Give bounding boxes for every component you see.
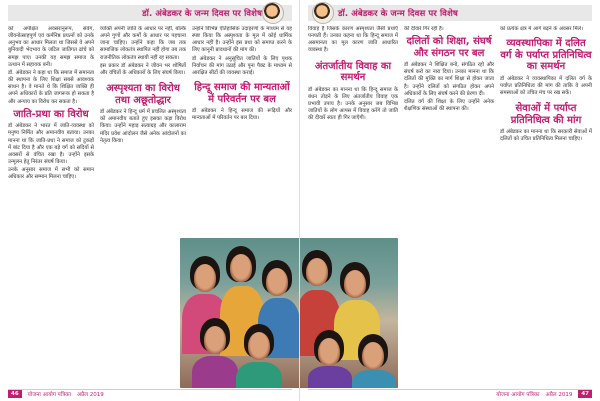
paragraph: विवाह है जिसके कारण अस्पृश्यता जैसी प्रथाएँ पनपती हैं। उनका कहना था कि हिन्दू समाज में असमानता का मूल कारण जाति आधारित व्यवस्था है। [308, 26, 398, 54]
left-column-3 [192, 26, 292, 236]
subheading: सेवाओं में पर्याप्त प्रतिनिधित्व की मांग [510, 103, 582, 126]
paragraph: डॉ. अंबेडकर ने कहा था कि समाज में समानता की स्थापना के लिए शिक्षा सबसे आवश्यक साधन है। वे मानते थे कि शिक्षित व्यक्ति ही अपने अधिकारों के प्रति जागरूक हो सकता है और अन्याय का विरोध कर सकता है। [8, 69, 94, 105]
subheading: दलितों को शिक्षा, संघर्ष और संगठन पर बल [406, 36, 492, 59]
paragraph: को अपेक्षित अवसरानुरूप, संवेग, जीवनोत्साहपूर्ण एवं कर्मनिष्ठ प्रयत्नों को उनके अनुभव का आधार मिलता था जिससे वे अपने बुनियादी भेदभाव के जटिल जातिगत ढांचे को समझ पाए। उनकी यह समझ समाज के उत्थान में सहायक बनी। [8, 26, 94, 68]
header-title: डॉ. अंबेडकर के जन्म दिवस पर विशेष [142, 8, 262, 19]
issue-date: अप्रैल 2019 [545, 392, 573, 398]
women-group-photo-continued [300, 238, 398, 388]
women-group-photo [180, 238, 300, 388]
paragraph: डॉ अंबेडकर ने शिक्षित बनो, संगठित रहो और संघर्ष करो का नारा दिया। उनका मानना था कि दलितों की मुक्ति का मार्ग शिक्षा से होकर जाता है। उन्होंने दलितों को संगठित होकर अपने अधिकारों के लिए संघर्ष करने की प्रेरणा दी। [404, 62, 494, 97]
subheading: हिन्दू समाज की मान्यताओं में परिवर्तन पर बल [194, 82, 290, 105]
paragraph: उन्होंने विभिन्न ऐतिहासिक उदाहरणों के माध्यम से यह स्पष्ट किया कि अस्पृश्यता के मूल में कोई धार्मिक आधार नहीं है। उन्होंने इस प्रथा को समाप्त करने के लिए कानूनी प्रावधानों की मांग की। [192, 26, 292, 54]
paragraph: को प्रत्येक क्षेत्र में आगे बढ़ने के अवसर मिले। [500, 26, 584, 32]
paragraph: डॉ अंबेडकर ने हिन्दू समाज की रूढ़ियों और मान्यताओं में परिवर्तन पर बल दिया। [192, 108, 292, 122]
right-page [300, 0, 600, 401]
page-footer [308, 389, 592, 398]
header-title: डॉ. अंबेडकर के जन्म दिवस पर विशेष [338, 8, 458, 19]
subheading: अस्पृश्यता का विरोध तथा अछूतोद्धार [106, 83, 180, 106]
page-footer [8, 389, 292, 398]
paragraph: दलित वर्ग की शिक्षा के लिए उन्होंने अनेक शैक्षणिक संस्थाओं की स्थापना की। [404, 98, 494, 113]
subheading: अंतर्जातीय विवाह का समर्थन [314, 60, 392, 84]
paragraph: डॉ अंबेडकर का मानना था कि सरकारी सेवाओं में दलितों को उचित प्रतिनिधित्व मिलना चाहिए। [500, 129, 592, 143]
subheading: जाति-प्रथा का विरोध [13, 108, 89, 120]
page-header [308, 5, 592, 21]
issue-date: अप्रैल 2019 [76, 392, 104, 398]
right-column-1 [308, 26, 398, 236]
ambedkar-portrait-icon [262, 2, 284, 24]
paragraph: डॉ अंबेडकर ने अनुसूचित जातियों के लिए पृथक निर्वाचन की मांग उठाई और पूना पैक्ट के माध्यम से आरक्षित सीटों की व्यवस्था कराई। [192, 55, 292, 76]
paragraph: इस प्रकार डॉ अंबेडकर ने जीवन भर शोषितों और वंचितों के अधिकारों के लिए संघर्ष किया। [100, 62, 186, 76]
magazine-name: योजना आयोग पत्रिका [496, 392, 540, 398]
paragraph: डॉ अंबेडकर ने भारत में जाति-व्यवस्था को मनुष्य निर्मित और अमानवीय बताया। उनका मानना था कि जाति-प्रथा ने समाज को टुकड़ों में बांट दिया है और एक बड़े वर्ग को सदियों से अवसरों से वंचित रखा है। उन्होंने इसके उन्मूलन हेतु निरंतर संघर्ष किया। [8, 123, 94, 165]
subheading: व्यवस्थापिका में दलित वर्ग के पर्याप्त प्रतिनिधित्व का समर्थन [500, 38, 592, 73]
magazine-name: योजना आयोग पत्रिका [27, 392, 71, 398]
page-header [8, 5, 292, 21]
ambedkar-portrait-icon [312, 2, 334, 24]
paragraph: की दीवारें गिर रही हैं। [404, 26, 444, 32]
paragraph: डॉ अंबेडकर ने हिन्दू धर्म में प्रचलित अस्पृश्यता को अमानवीय बताते हुए इसका कड़ा विरोध किया। उन्होंने महाड़ सत्याग्रह और कालाराम मंदिर प्रवेश आंदोलन जैसे अनेक आंदोलनों का नेतृत्व किया। [100, 109, 186, 144]
left-column-2 [100, 26, 186, 384]
right-column-2 [404, 26, 494, 384]
paragraph: डॉ अंबेडकर ने व्यवस्थापिका में दलित वर्ग के पर्याप्त प्रतिनिधित्व की मांग की ताकि वे अपनी समस्याओं को उचित मंच पर रख सकें। [500, 75, 592, 96]
paragraph: उनके अनुसार समाज में सभी को समान अधिकार और सम्मान मिलना चाहिए। [8, 167, 94, 181]
paragraph: डॉ अंबेडकर का मानना था कि हिन्दू समाज के बंधन तोड़ने के लिए अंतर्जातीय विवाह एक प्रभावी उपाय है। उनके अनुसार जब विभिन्न जातियों के लोग आपस में विवाह करेंगे तो जाति की दीवारें स्वतः ही गिर जाएँगी। [308, 86, 398, 122]
right-column-3 [500, 26, 592, 384]
page-number: 46 [8, 390, 22, 398]
paragraph: व्यक्ति अपनी जाति के आधार पर नहीं, बल्कि अपने गुणों और कर्मों के आधार पर पहचाना जाना चाहिए। उन्होंने कहा कि जब तक सामाजिक लोकतंत्र स्थापित नहीं होगा तब तक राजनीतिक लोकतंत्र स्थायी नहीं रह सकता। [100, 26, 186, 61]
page-number: 47 [578, 390, 592, 398]
left-column-1 [8, 26, 94, 384]
